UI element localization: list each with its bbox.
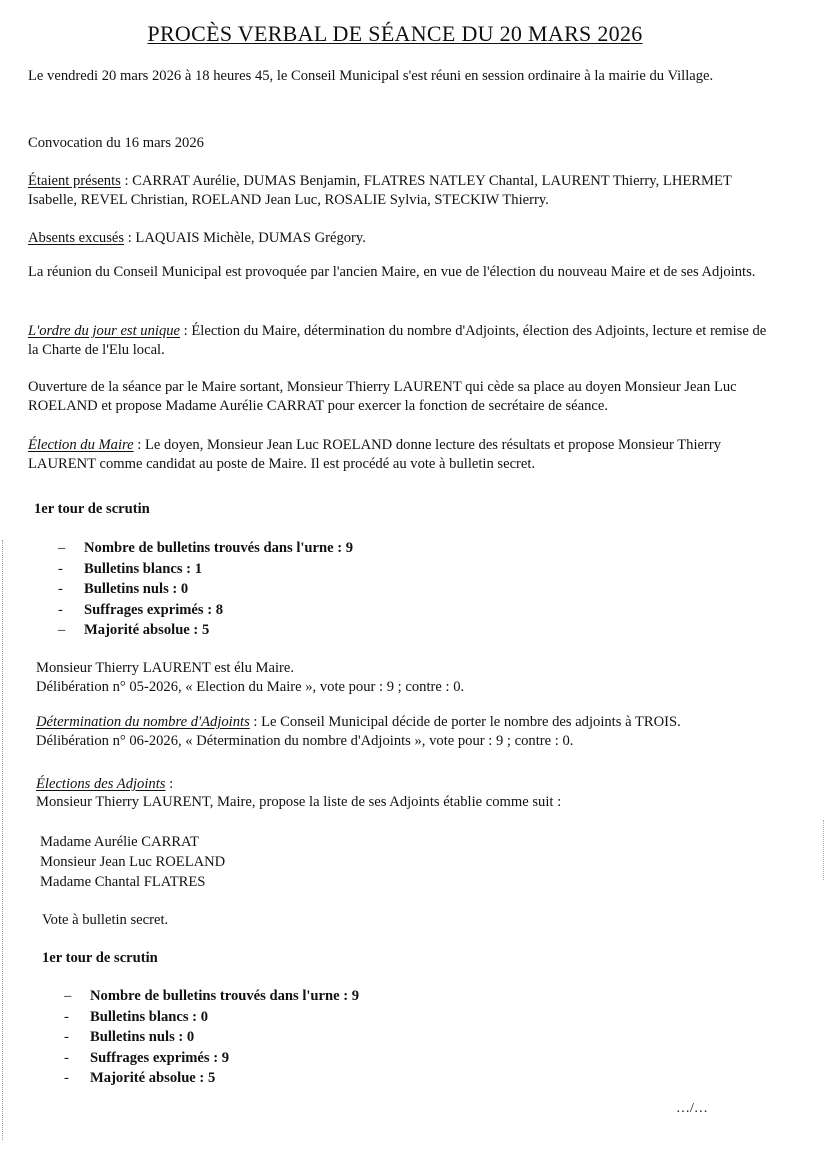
determination-label: Détermination du nombre d'Adjoints	[36, 714, 250, 730]
scan-edge-left	[2, 540, 4, 1140]
determination-line	[36, 713, 786, 732]
convocation-line: Convocation du 16 mars 2026	[28, 135, 204, 151]
scan-edge-right	[823, 820, 825, 880]
list-item: – Majorité absolue : 5	[58, 622, 210, 638]
elections-adjoints-heading: Élections des Adjoints :	[36, 776, 174, 792]
delib-05-line: Délibération n° 05-2026, « Election du Maire », vote pour : 9 ; contre : 0.	[36, 679, 465, 695]
round1-heading: 1er tour de scrutin	[34, 501, 150, 517]
round2-heading: 1er tour de scrutin	[42, 950, 158, 966]
continuation-mark: …/…	[676, 1101, 708, 1116]
reunion-paragraph: La réunion du Conseil Municipal est provoquée par l'ancien Maire, en vue de l'élection du nouveau Maire et de ses Adjoints.	[28, 264, 756, 280]
determination-text: : Le Conseil Municipal décide de porter le nombre des adjoints à TROIS.	[249, 714, 681, 730]
list-item: - Majorité absolue : 5	[64, 1070, 216, 1086]
list-item: - Bulletins nuls : 0	[58, 581, 189, 597]
election-maire-label: Élection du Maire	[28, 437, 134, 453]
absent-paragraph	[28, 229, 778, 248]
present-label: Étaient présents	[28, 173, 121, 189]
list-item: - Bulletins nuls : 0	[64, 1029, 195, 1045]
present-list: : CARRAT Aurélie, DUMAS Benjamin, FLATRES NATLEY Chantal, LAURENT Thierry, LHERMET Isabelle, REVEL Christian, ROELAND Jean Luc, ROSALIE Sylvia, STECKIW Thierry.	[28, 173, 732, 208]
election-maire-paragraph	[28, 436, 778, 474]
intro-paragraph: Le vendredi 20 mars 2026 à 18 heures 45, le Conseil Municipal s'est réuni en session ordinaire à la mairie du Village.	[28, 68, 714, 84]
maire-elu-line: Monsieur Thierry LAURENT est élu Maire.	[36, 660, 295, 676]
absent-label: Absents excusés	[28, 230, 125, 246]
list-item: - Bulletins blancs : 0	[64, 1008, 208, 1025]
adjoint-name: Madame Chantal FLATRES	[40, 874, 206, 890]
ordre-paragraph	[28, 322, 778, 360]
elections-adjoints-label: Élections des Adjoints	[36, 776, 166, 792]
absent-list: : LAQUAIS Michèle, DUMAS Grégory.	[124, 230, 366, 246]
adjoint-name: Madame Aurélie CARRAT	[40, 834, 199, 850]
adjoint-name: Monsieur Jean Luc ROELAND	[40, 854, 226, 870]
round2-results	[64, 986, 359, 1089]
list-item: - Suffrages exprimés : 9	[64, 1049, 230, 1066]
list-item: - Bulletins blancs : 1	[58, 560, 202, 577]
ouverture-paragraph: Ouverture de la séance par le Maire sortant, Monsieur Thierry LAURENT qui cède sa place au doyen Monsieur Jean Luc ROELAND et propose Madame Aurélie CARRAT pour exercer la fonction de secrétaire de séance.	[28, 379, 737, 414]
present-paragraph	[28, 172, 778, 210]
round1-results	[58, 538, 353, 641]
ordre-text: : Élection du Maire, détermination du nombre d'Adjoints, élection des Adjoints, lecture et remise de la Charte de l'Elu local.	[28, 323, 767, 358]
page-title: PROCÈS VERBAL DE SÉANCE DU 20 MARS 2026	[147, 21, 643, 46]
delib-06-line: Délibération n° 06-2026, « Détermination du nombre d'Adjoints », vote pour : 9 ; contre : 0.	[36, 733, 574, 749]
list-item: – Nombre de bulletins trouvés dans l'urne : 9	[58, 540, 354, 556]
ordre-label: L'ordre du jour est unique	[28, 323, 181, 339]
list-item: – Nombre de bulletins trouvés dans l'urne : 9	[64, 988, 360, 1004]
list-item: - Suffrages exprimés : 8	[58, 601, 224, 618]
elections-adjoints-text: Monsieur Thierry LAURENT, Maire, propose la liste de ses Adjoints établie comme suit :	[36, 794, 562, 810]
election-maire-text: : Le doyen, Monsieur Jean Luc ROELAND donne lecture des résultats et propose Monsieur Thierry LAURENT comme candidat au poste de Maire. Il est procédé au vote à bulletin secret.	[28, 437, 722, 472]
vote-secret-line: Vote à bulletin secret.	[42, 912, 169, 928]
